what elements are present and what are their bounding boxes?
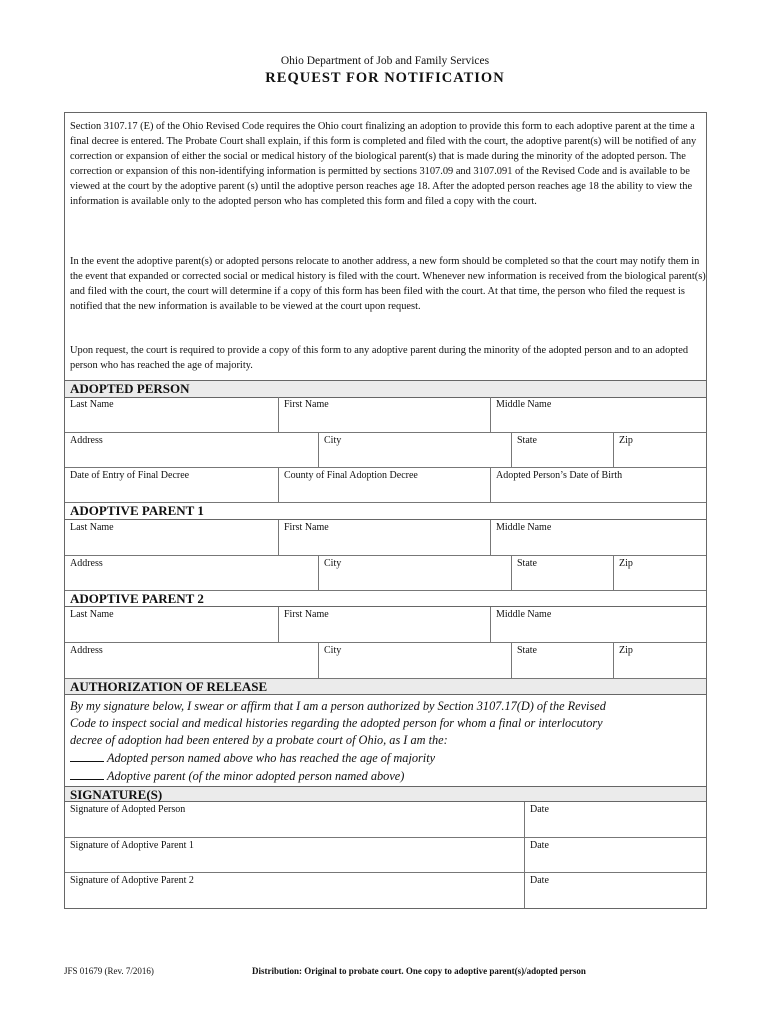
adopted-birth-date-field[interactable]: Adopted Person’s Date of Birth: [490, 468, 706, 503]
adoptive-parent-2-heading: ADOPTIVE PARENT 2: [65, 591, 706, 607]
parent1-last-name-field[interactable]: Last Name: [65, 520, 278, 556]
adopted-state-field[interactable]: State: [511, 433, 613, 468]
signature-parent-2-field[interactable]: Signature of Adoptive Parent 2: [70, 875, 194, 886]
parent2-state-field[interactable]: State: [511, 643, 613, 679]
parent2-first-name-field[interactable]: First Name: [278, 607, 490, 643]
authorization-line-2: Code to inspect social and medical histories regarding the adopted person for whom a final or interlocutory: [70, 716, 603, 730]
adoptive-parent-1-heading: ADOPTIVE PARENT 1: [65, 503, 706, 520]
agency-name: Ohio Department of Job and Family Services: [280, 55, 490, 67]
form-id: JFS 01679 (Rev. 7/2016): [64, 966, 154, 976]
form-title: REQUEST FOR NOTIFICATION: [265, 70, 505, 86]
parent1-address-field[interactable]: Address: [65, 556, 318, 591]
adopted-first-name-field[interactable]: First Name: [278, 397, 490, 433]
option-2-blank[interactable]: [70, 767, 104, 780]
parent2-last-name-field[interactable]: Last Name: [65, 607, 278, 643]
option-adopted-person[interactable]: [70, 749, 706, 767]
adopted-zip-field[interactable]: Zip: [613, 433, 706, 468]
parent2-address-field[interactable]: Address: [65, 643, 318, 679]
option-adoptive-parent[interactable]: [70, 767, 706, 785]
adopted-city-field[interactable]: City: [318, 433, 511, 468]
intro-paragraph-2: In the event the adoptive parent(s) or adopted persons relocate to another address, a new form should be completed so that the court may notify them in the event that expanded or corrected social or medical history is filed with the court. Whenever new information is received from the biological parent(s) and filed with the court, the court will determine if a copy of this form has been filed with the court. At that time, the person who filed the request is notified that the new information is available to be viewed at the court upon request.: [70, 256, 706, 312]
signatures-heading: SIGNATURE(S): [65, 786, 706, 802]
date-parent-1-field[interactable]: Date: [524, 838, 706, 873]
adopted-middle-name-field[interactable]: Middle Name: [490, 397, 706, 433]
date-parent-2-field[interactable]: Date: [524, 873, 706, 908]
authorization-heading: AUTHORIZATION OF RELEASE: [65, 679, 706, 695]
parent1-city-field[interactable]: City: [318, 556, 511, 591]
parent1-middle-name-field[interactable]: Middle Name: [490, 520, 706, 556]
intro-paragraph-3: Upon request, the court is required to provide a copy of this form to any adoptive parent during the minority of the adopted person and to an adopted person who has reached the age of majority.: [70, 345, 689, 371]
parent1-first-name-field[interactable]: First Name: [278, 520, 490, 556]
adopted-county-field[interactable]: County of Final Adoption Decree: [278, 468, 490, 503]
option-1-blank[interactable]: [70, 749, 104, 762]
parent1-state-field[interactable]: State: [511, 556, 613, 591]
signature-parent-1-field[interactable]: Signature of Adoptive Parent 1: [65, 838, 524, 873]
intro-paragraph-1: Section 3107.17 (E) of the Ohio Revised Code requires the Ohio court finalizing an adoption to provide this form to each adoptive parent at the time a final decree is entered. The Probate Court shall explain, if this form is completed and filed with the court, the adoptive parent(s) will be notified of any correction or expansion of either the social or medical history of the biological parent(s) that is made during the minority of the adopted person. The correction or expansion of this non-identifying information is permitted by sections 3107.09 and 3107.091 of the Revised Code and is available to be viewed at the court by the adoptive parent (s) until the adoptive person reaches age 18. After the adopted person reaches age 18 the ability to view the information is available only to the adopted person who has completed this form and filed a copy with the court.: [70, 121, 697, 207]
adopted-decree-date-field[interactable]: Date of Entry of Final Decree: [65, 468, 278, 503]
date-adopted-person-field[interactable]: Date: [524, 802, 706, 838]
parent2-middle-name-field[interactable]: Middle Name: [490, 607, 706, 643]
authorization-line-3: decree of adoption had been entered by a probate court of Ohio, as I am the:: [70, 733, 448, 747]
authorization-statement: [70, 698, 706, 785]
adopted-last-name-field[interactable]: Last Name: [65, 397, 278, 433]
authorization-line-1: By my signature below, I swear or affirm that I am a person authorized by Section 3107.17(D) of the Revised: [70, 699, 606, 713]
parent2-city-field[interactable]: City: [318, 643, 511, 679]
parent2-zip-field[interactable]: Zip: [613, 643, 706, 679]
adopted-person-heading: ADOPTED PERSON: [65, 380, 706, 398]
option-2-label: Adoptive parent (of the minor adopted person named above): [107, 769, 405, 783]
adopted-address-field[interactable]: Address: [65, 433, 318, 468]
distribution-note: Distribution: Original to probate court. One copy to adoptive parent(s)/adopted person: [252, 966, 586, 976]
signature-adopted-person-field[interactable]: Signature of Adopted Person: [65, 802, 524, 838]
option-1-label: Adopted person named above who has reached the age of majority: [107, 751, 436, 765]
parent1-zip-field[interactable]: Zip: [613, 556, 706, 591]
